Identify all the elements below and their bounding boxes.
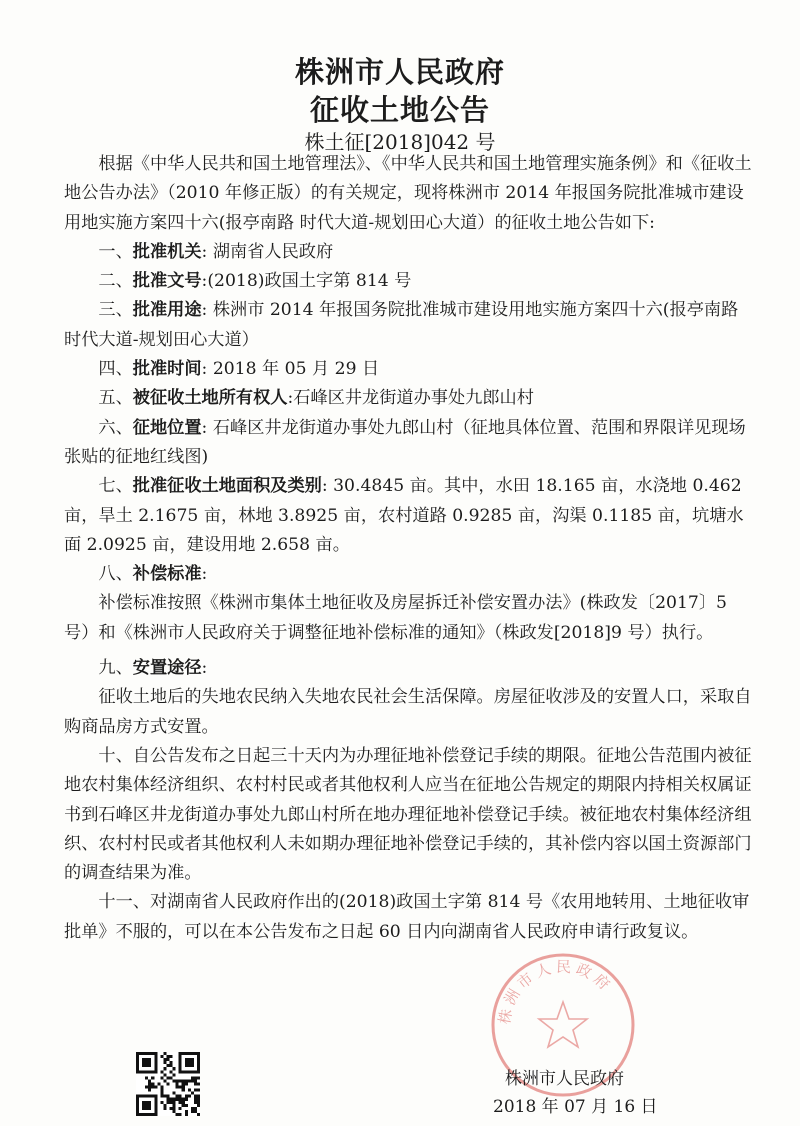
item-number: 七、: [98, 476, 133, 497]
item-1: [64, 238, 754, 267]
item-number: 九、: [98, 658, 133, 679]
item-text: 湖南省人民政府: [212, 241, 334, 262]
item-separator: :: [201, 300, 213, 321]
item-label: 征地位置: [132, 417, 202, 438]
item-separator: :: [321, 476, 334, 497]
item-separator: :: [201, 271, 208, 292]
intro-paragraph: 根据《中华人民共和国土地管理法》、《中华人民共和国土地管理实施条例》和《征收土地公告办法》（2010 年修正版）的有关规定，现将株洲市 2014 年报国务院批准城市建设用地实施方案四十六(报亭南路 时代大道-规划田心大道）的征收土地公告如下:: [64, 154, 752, 233]
item-3: [64, 296, 754, 355]
item-separator: :: [201, 241, 213, 262]
item-label: 批准用途: [132, 300, 202, 321]
item-number: 四、: [98, 359, 133, 380]
item-label: 被征收土地所有权人: [132, 388, 288, 409]
item-separator: :: [287, 388, 294, 409]
item-9-heading: [64, 654, 754, 683]
signature-organization: 株洲市人民政府: [505, 1069, 624, 1089]
item-5: [64, 384, 754, 413]
item-10: 十、自公告发布之日起三十天内为办理征地补偿登记手续的期限。征地公告范围内被征地农村集体经济组织、农村村民或者其他权利人应当在征地公告规定的期限内持相关权属证书到石峰区井龙街道办事处九郎山村所在地办理征地补偿登记手续。被征地农村集体经济组织、农村村民或者其他权利人未如期办理征地补偿登记手续的，其补偿内容以国土资源部门的调查结果为准。: [64, 745, 752, 884]
item-label: 安置途径: [132, 658, 202, 679]
item-text: 株洲市 2014 年报国务院批准城市建设用地实施方案四十六(报亭南路 时代大道-规划田心大道）: [64, 300, 739, 350]
item-number: 八、: [98, 564, 133, 585]
item-9-text: 征收土地后的失地农民纳入失地农民社会生活保障。房屋征收涉及的安置人口，采取自购商品房方式安置。: [64, 687, 752, 737]
item-text: 石峰区井龙街道办事处九郎山村（征地具体位置、范围和界限详见现场张贴的征地红线图): [64, 417, 746, 467]
item-8-text: 补偿标准按照《株洲市集体土地征收及房屋拆迁补偿安置办法》(株政发〔2017〕5 号）和《株洲市人民政府关于调整征地补偿标准的通知》（株政发[2018]9 号）执行。: [64, 593, 727, 643]
item-separator: :: [201, 417, 213, 438]
item-text: 石峰区井龙街道办事处九郎山村: [293, 388, 534, 409]
document-title: 株洲市人民政府: [294, 55, 505, 89]
signature-date: 2018 年 07 月 16 日: [493, 1097, 658, 1117]
document-number: 株土征[2018]042 号: [304, 130, 496, 154]
item-text: 30.4845 亩。其中，水田 18.165 亩，水浇地 0.462 亩，旱土 2.1675 亩，林地 3.8925 亩，农村道路 0.9285 亩，沟渠 0.1185 亩，坑塘水面 2.0925 亩，建设用地 2.658 亩。: [64, 476, 744, 555]
item-separator: :: [201, 359, 213, 380]
item-number: 一、: [98, 241, 133, 262]
item-label: 补偿标准: [132, 564, 202, 585]
item-label: 批准文号: [132, 271, 202, 292]
item-number: 三、: [98, 300, 133, 321]
item-label: 批准征收土地面积及类别: [132, 476, 322, 497]
item-separator: :: [201, 658, 208, 679]
item-number: 五、: [98, 388, 133, 409]
item-label: 批准机关: [132, 241, 202, 262]
item-label: 批准时间: [132, 359, 202, 380]
item-11: 十一、对湖南省人民政府作出的(2018)政国土字第 814 号《农用地转用、土地征收审批单》不服的，可以在本公告发布之日起 60 日内向湖南省人民政府申请行政复议。: [64, 892, 750, 942]
item-number: 六、: [98, 417, 133, 438]
item-8-heading: [64, 560, 754, 589]
item-2: [64, 267, 754, 296]
item-6: [64, 414, 754, 473]
item-separator: :: [201, 564, 208, 585]
document-body: [64, 150, 754, 947]
document-subtitle: 征收土地公告: [309, 93, 490, 127]
item-7: [64, 472, 754, 560]
item-text: 2018 年 05 月 29 日: [212, 359, 380, 380]
svg-text:株洲市人民政府: 株洲市人民政府: [495, 957, 617, 1026]
item-text: (2018)政国土字第 814 号: [207, 271, 412, 292]
qr-code-icon: [136, 1052, 200, 1116]
item-number: 二、: [98, 271, 133, 292]
item-4: [64, 355, 754, 384]
